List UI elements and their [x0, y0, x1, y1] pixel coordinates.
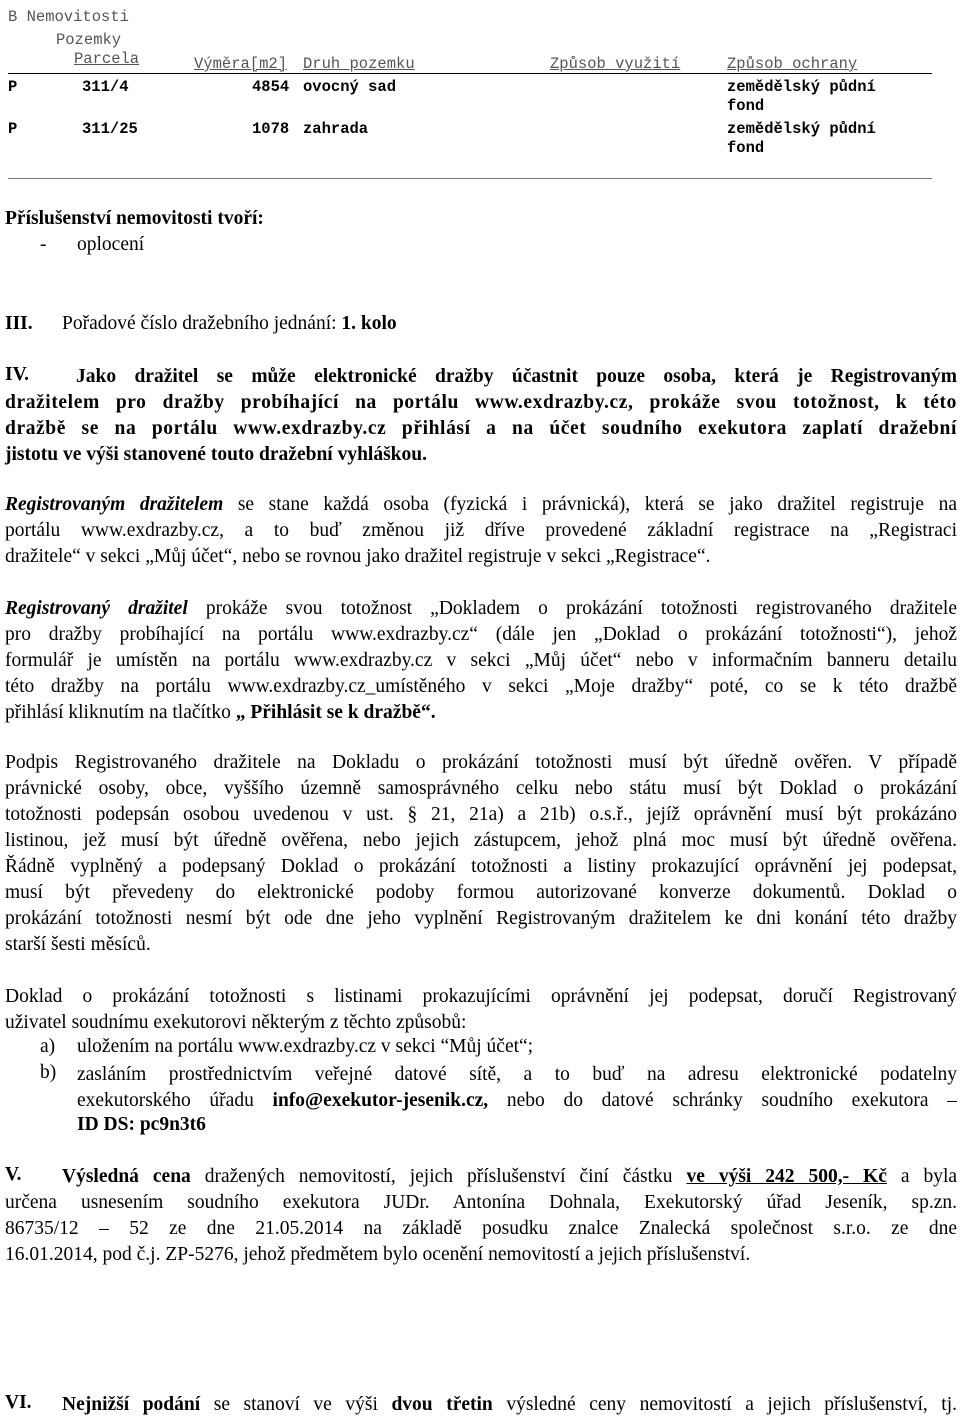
signature-paragraph-line: starší šesti měsíců. [5, 934, 151, 955]
section-4-line: dražbě se na portálu www.exdrazby.cz přihlásí a na účet soudního exekutora zaplatí dražební [5, 418, 957, 439]
section-4-line: jistotu ve výši stanovené touto dražební vyhláškou. [5, 444, 427, 465]
col-vymera: Výměra[m2] [194, 55, 288, 73]
signature-paragraph-line: totožnosti podepsán osobou uvedenou v ust. § 21, 21a) a 21b) o.s.ř., jejíž oprávnění musí být prokázáno [5, 804, 957, 825]
identity-paragraph-line: pro dražby probíhající na portálu www.exdrazby.cz“ (dále jen „Doklad o prokázání totožnosti“), jehož [5, 624, 957, 645]
delivery-paragraph-line: Doklad o prokázání totožnosti s listinami prokazujícími oprávnění jej podepsat, doručí Registrovaný [5, 986, 957, 1007]
parcel-area: 4854 [252, 78, 290, 96]
accessories-dash: - [40, 234, 47, 255]
list-item-b-line: zasláním prostřednictvím veřejné datové sítě, a to buď na adresu elektronické podatelny [77, 1064, 957, 1085]
table-bottom-rule [8, 178, 932, 179]
col-druh: Druh pozemku [303, 55, 415, 73]
parcel-kind: zahrada [303, 120, 369, 138]
signature-paragraph-line: právnické osoby, obce, vyššího územně samosprávného celku nebo státu musí být Doklad o prokázání [5, 778, 957, 799]
signature-paragraph-line: Řádně vyplněný a podepsaný Doklad o prokázání totožnosti a listiny prokazující oprávnění jej podepsat, [5, 856, 957, 877]
lowest-bid-line: Nejnižší podání se stanoví ve výši dvou třetin výsledné ceny nemovitostí a jejich příslušenství, tj. [62, 1394, 958, 1415]
signature-paragraph-line: Podpis Registrovaného dražitele na Dokladu o prokázání totožnosti musí být úředně ověřen. V případě [5, 752, 957, 773]
signature-paragraph-line: prokázání totožnosti nesmí být ode dne jeho vyplnění Registrovaným dražitelem ke dni konání této dražby [5, 908, 957, 929]
parcel-type: P [8, 78, 18, 96]
parcel-type: P [8, 120, 18, 138]
parcel-area: 1078 [252, 120, 290, 138]
identity-paragraph-line: přihlásí kliknutím na tlačítko „ Přihlásit se k dražbě“. [5, 702, 436, 723]
col-vyuziti: Způsob využití [550, 55, 681, 73]
col-parcela: Parcela [74, 50, 140, 68]
parcel-number: 311/25 [82, 120, 138, 138]
registration-paragraph-line: dražitele“ v sekci „Můj účet“, nebo se rovnou jako dražitel registruje v sekci „Registrace“. [5, 546, 711, 567]
parcel-kind: ovocný sad [303, 78, 397, 96]
col-ochrana: Způsob ochrany [727, 55, 858, 73]
price-paragraph-line: 16.01.2014, pod č.j. ZP-5276, jehož předmětem bylo ocenění nemovitostí a jejich příslušenství. [5, 1244, 751, 1265]
section-3-text: Pořadové číslo dražebního jednání: 1. kolo [62, 313, 397, 334]
list-label-a: a) [40, 1036, 56, 1057]
section-number: III. [5, 313, 33, 334]
section-number: V. [5, 1164, 22, 1185]
price-paragraph-line: určena usnesením soudního exekutora JUDr. Antonína Dohnala, Exekutorský úřad Jeseník, sp.zn. [5, 1192, 957, 1213]
parcel-protection-2: fond [727, 139, 765, 157]
delivery-paragraph-line: uživatel soudnímu exekutorovi některým z těchto způsobů: [5, 1012, 467, 1033]
accessories-title: Příslušenství nemovitosti tvoří: [5, 208, 264, 229]
section-heading: B Nemovitosti [8, 8, 129, 26]
parcel-number: 311/4 [82, 78, 129, 96]
price-paragraph-line: Výsledná cena dražených nemovitostí, jejich příslušenství činí částku ve výši 242 500,- Kč a byla [62, 1166, 958, 1187]
section-number: VI. [5, 1392, 32, 1413]
pozemky-heading: Pozemky [56, 31, 122, 49]
identity-paragraph-line: této dražby na portálu www.exdrazby.cz_umístěného v sekci „Moje dražby“ poté, co se k této dražbě [5, 676, 957, 697]
signature-paragraph-line: listinou, jež musí být úředně ověřena, nebo jejich zástupcem, jehož plná moc musí být úředně ověřena. [5, 830, 957, 851]
list-item-b-line: exekutorského úřadu info@exekutor-jesenik.cz, nebo do datové schránky soudního exekutora – [77, 1090, 957, 1111]
section-4-line: Jako dražitel se může elektronické dražby účastnit pouze osoba, která je Registrovaným [76, 366, 957, 387]
parcel-protection: zemědělský půdní [727, 120, 876, 138]
registration-paragraph-line: Registrovaným dražitelem se stane každá osoba (fyzická i právnická), která se jako dražitel registruje na [5, 494, 957, 515]
registration-paragraph-line: portálu www.exdrazby.cz, a to buď změnou již dříve provedené základní registrace na „Registraci [5, 520, 957, 541]
identity-paragraph-line: formulář je umístěn na portálu www.exdrazby.cz v sekci „Můj účet“ nebo v informačním banneru detailu [5, 650, 957, 671]
signature-paragraph-line: musí být převedeny do elektronické podoby formou autorizované konverze dokumentů. Doklad o [5, 882, 957, 903]
list-item-a: uložením na portálu www.exdrazby.cz v sekci “Můj účet“; [77, 1036, 534, 1057]
accessories-item: oplocení [77, 234, 145, 255]
list-label-b: b) [40, 1062, 57, 1083]
parcel-protection: zemědělský půdní [727, 78, 876, 96]
price-paragraph-line: 86735/12 – 52 ze dne 21.05.2014 na základě posudku znalce Znalecká společnost s.r.o. ze dne [5, 1218, 957, 1239]
parcel-protection-2: fond [727, 97, 765, 115]
section-4-line: dražitelem pro dražby probíhající na portálu www.exdrazby.cz, prokáže svou totožnost, k této [5, 392, 957, 413]
data-box-id: ID DS: pc9n3t6 [77, 1114, 206, 1135]
identity-paragraph-line: Registrovaný dražitel prokáže svou totožnost „Dokladem o prokázání totožnosti registrovaného dražitele [5, 598, 958, 619]
header-rule [8, 73, 932, 74]
section-number: IV. [5, 364, 30, 385]
